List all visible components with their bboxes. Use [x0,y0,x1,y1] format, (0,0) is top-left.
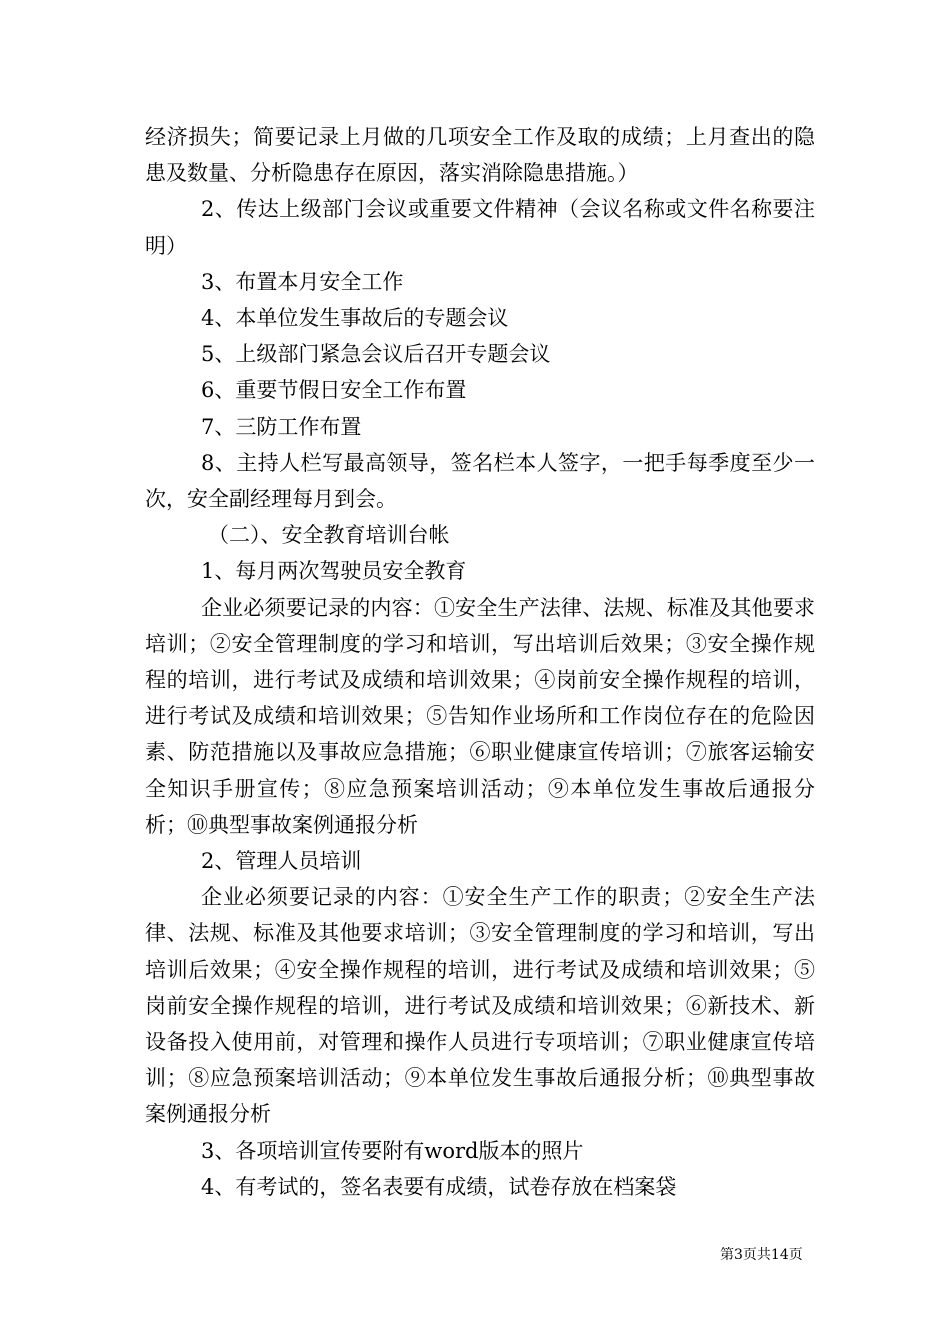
subsection-heading-2: 2、管理人员培训 [201,849,362,874]
paragraph-item-photos: 3、各项培训宣传要附有word版本的照片 [201,1138,584,1163]
subsection-heading-1: 1、每月两次驾驶员安全教育 [201,559,467,584]
paragraph-item-exams: 4、有考试的，签名表要有成绩，试卷存放在档案袋 [201,1174,677,1199]
document-body [145,119,815,1205]
page-number-footer: 第3页共14页 [720,1247,803,1263]
paragraph-continuation: 经济损失；简要记录上月做的几项安全工作及取的成绩；上月查出的隐患及数量、分析隐患存在原因，落实消除隐患措施。） [145,125,815,186]
paragraph-item-2: 2、传达上级部门会议或重要文件精神（会议名称或文件名称要注明） [145,197,815,258]
paragraph-item-4: 4、本单位发生事故后的专题会议 [201,306,509,331]
paragraph-item-5: 5、上级部门紧急会议后召开专题会议 [201,342,551,367]
section-heading: （二）、安全教育培训台帐 [208,523,450,548]
paragraph-item-6: 6、重要节假日安全工作布置 [201,378,467,403]
paragraph-manager-training: 企业必须要记录的内容：①安全生产工作的职责；②安全生产法律、法规、标准及其他要求培训；③安全管理制度的学习和培训，写出培训后效果；④安全操作规程的培训，进行考试及成绩和培训效果；⑤岗前安全操作规程的培训，进行考试及成绩和培训效果；⑥新技术、新设备投入使用前，对管理和操作人员进行专项培训；⑦职业健康宣传培训；⑧应急预案培训活动；⑨本单位发生事故后通报分析；⑩典型事故案例通报分析 [145,885,815,1127]
paragraph-item-8: 8、主持人栏写最高领导，签名栏本人签字，一把手每季度至少一次，安全副经理每月到会。 [145,450,815,512]
paragraph-driver-training: 企业必须要记录的内容：①安全生产法律、法规、标准及其他要求培训；②安全管理制度的学习和培训，写出培训后效果；③安全操作规程的培训，进行考试及成绩和培训效果；④岗前安全操作规程的培训，进行考试及成绩和培训效果；⑤告知作业场所和工作岗位存在的危险因素、防范措施以及事故应急措施；⑥职业健康宣传培训；⑦旅客运输安全知识手册宣传；⑧应急预案培训活动；⑨本单位发生事故后通报分析；⑩典型事故案例通报分析 [145,595,815,837]
paragraph-item-3: 3、布置本月安全工作 [201,269,404,294]
paragraph-item-7: 7、三防工作布置 [201,414,362,439]
